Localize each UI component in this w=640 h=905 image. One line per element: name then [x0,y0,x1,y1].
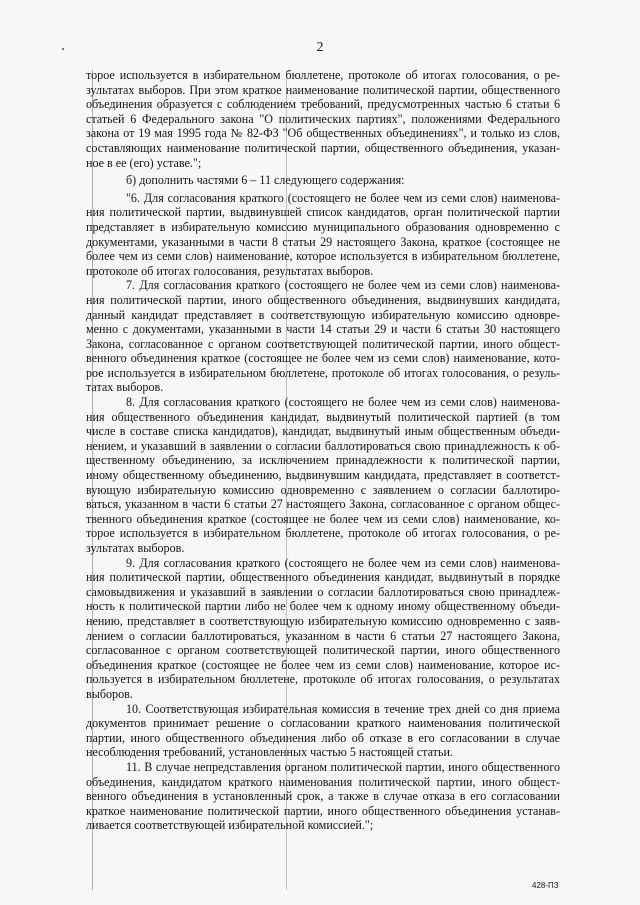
text-line: ваться, указанном в части 6 статьи 27 настоящего Закона, согласованное с органом общес- [86,497,560,512]
text-line: объединения, кандидатом краткого наименования политической партии, иного общест- [86,774,560,789]
text-line: несоблюдения требований, установленных частью 5 настоящей статьи. [86,745,453,760]
text-line: ния политической партии, выдвинувшей список кандидатов, орган политической партии [86,205,560,220]
scan-crease-middle [286,70,287,890]
text-line: протоколе об итогах голосования, результатах выборов. [86,263,374,278]
text-line: иному общественному объединению, выдвинувшим кандидата, представляет в соответст- [86,468,560,483]
text-line: нению, представляет в соответствующую избирательную комиссию одновременно с заяв- [86,613,560,628]
text-line: ния политической партии, иного общественного объединения, выдвинувших кандидата, [86,292,560,307]
text-line: лением о согласии баллотироваться, указанном в части 6 статьи 27 настоящего Закона, [86,628,560,643]
text-line: 9. Для согласования краткого (состоящего не более чем из семи слов) наименова- [126,555,560,570]
text-line: партии, иного общественного объединения либо об отказе в его согласовании в случае [86,730,560,745]
text-line: ность к политической партии либо не более чем к одному иному общественному объеди- [86,599,560,614]
text-line: 8. Для согласования краткого (состоящего не более чем из семи слов) наименова- [126,395,560,410]
text-line: торое используется в избирательном бюллетене, протоколе об итогах голосования, о ре- [86,68,560,82]
document-body [86,68,560,833]
text-line: 11. В случае непредставления органом политической партии, иного общественного [126,759,560,774]
paragraph [86,556,560,702]
text-line: данный кандидат представляет в соответствующую избирательную комиссию одновре- [86,307,560,322]
text-line: документами, указанными в части 8 статьи 29 настоящего Закона, краткое (состоящее не [86,234,560,249]
text-line: пользуется в избирательном бюллетене, протоколе об итогах голосования, о результатах [86,672,560,687]
text-line: менно с документами, указанными в части 14 статьи 29 и части 6 статьи 30 настоящего [86,322,560,337]
text-line: венного объединения в установленный срок, а также в случае отказа в его согласовании [86,789,560,804]
document-code: 428-ПЗ [532,881,559,890]
text-line: ное в ее (его) уставе."; [86,155,202,170]
text-line: зультатах выборов. При этом краткое наименование политической партии, общественного [86,82,560,97]
text-line: ливается соответствующей избирательной комиссией."; [86,818,374,833]
text-line: Закона, согласованное с органом соответствующей политической партии, иного общест- [86,336,560,351]
text-line: более чем из семи слов) наименование, которое используется в избирательном бюллетене, [86,249,560,264]
text-line: самовыдвижения и указавший в заявлении о согласии баллотироваться свою принадлеж- [86,584,560,599]
text-line: объединения краткое (состоящее не более чем из семи слов) наименование, которое ис- [86,657,560,672]
text-line: венного объединения краткое (состоящее не более чем из семи слов) наименование, кото- [86,351,560,366]
text-line: 10. Соответствующая избирательная комиссия в течение трех дней со дня приема [126,701,560,716]
text-line: числе в составе списка кандидатов), кандидат, выдвинутый иным общественным объеди- [86,424,560,439]
paragraph [86,760,560,833]
text-line: выборов. [86,686,133,701]
text-line: ния политической партии, общественного объединения кандидат, выдвинутый в порядке [86,570,560,585]
text-line: краткое наименование политической партии, иного общественного объединения устанав- [86,803,560,818]
text-line: составляющих наименование политической партии, общественного объединения, указан- [86,140,560,155]
text-line: нением, и указавший в заявлении о согласии баллотироваться свою принадлежность к об- [86,438,560,453]
scan-mark-top [62,48,64,50]
text-line: 7. Для согласования краткого (состоящего не более чем из семи слов) наименова- [126,278,560,293]
paragraph [86,395,560,556]
text-line: твенного объединения краткое (состоящее не более чем из семи слов) наименование, ко- [86,511,560,526]
text-line: татах выборов. [86,380,164,395]
paragraph [86,191,560,279]
text-line: закона от 19 мая 1995 года № 82-ФЗ "Об общественных объединениях", и только из слов, [86,126,560,141]
text-line: ния общественного объединения кандидат, выдвинутый политической партией (в том [86,409,560,424]
text-line: щественному объединению, за исключением принадлежности к политической партии, [86,453,560,468]
text-line: представляет в избирательную комиссию муниципального образования одновременно с [86,219,560,234]
paragraph [86,173,560,188]
paragraph [86,702,560,760]
text-line: торое используется в избирательном бюллетене, протоколе об итогах голосования, о ре- [86,526,560,541]
text-line: объединения образуется с соблюдением требований, предусмотренных частью 6 статьи 6 [86,97,560,112]
text-line: вующую избирательную комиссию одновременно с заявлением о согласии баллотиро- [86,482,560,497]
text-line: б) дополнить частями 6 – 11 следующего содержания: [126,173,405,188]
text-line: рое используется в избирательном бюллетене, протоколе об итогах голосования, о резуль- [86,365,560,380]
text-line: зультатах выборов. [86,541,185,555]
scan-crease-left [92,70,93,890]
text-line: согласованное с органом соответствующей политической партии, иного общественного [86,643,560,658]
paragraph [86,68,560,170]
page-number: 2 [316,40,324,55]
text-line: статьей 6 Федерального закона "О политических партиях", положениями Федерального [86,111,560,126]
paragraph [86,278,560,395]
text-line: документов принимает решение о согласовании краткого наименования политической [86,716,560,731]
text-line: "6. Для согласования краткого (состоящего не более чем из семи слов) наименова- [126,190,560,205]
